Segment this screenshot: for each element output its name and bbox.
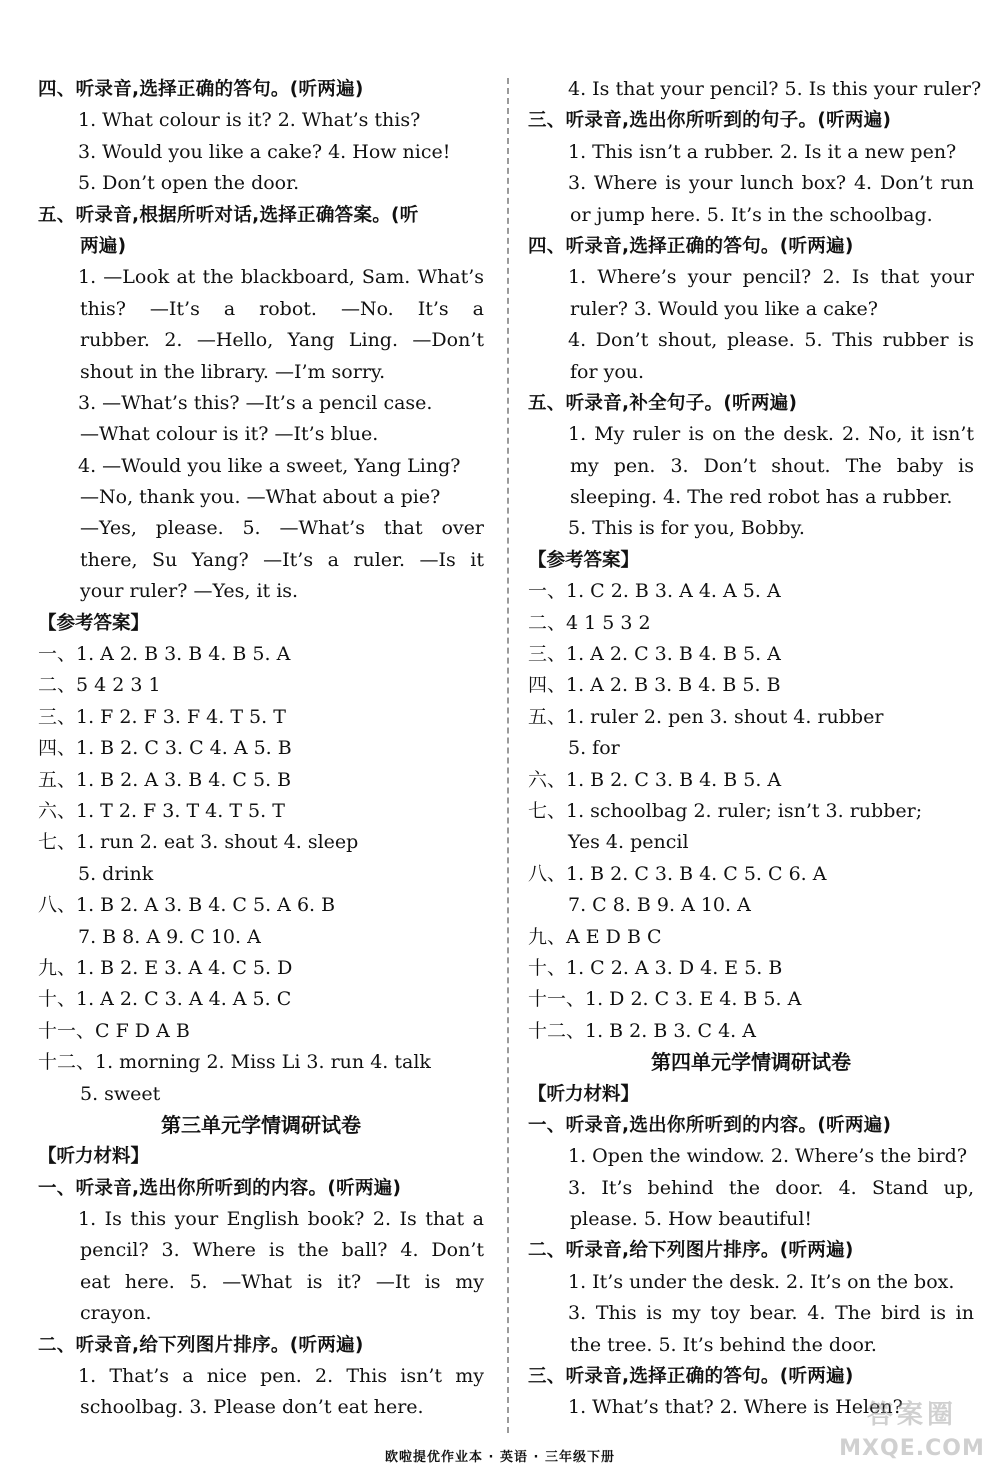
answer-line: 八、1. B 2. C 3. B 4. C 5. C 6. A bbox=[528, 862, 827, 885]
text-line: 7. C 8. B 9. A 10. A bbox=[568, 894, 751, 917]
text-line: 1. What’s that? 2. Where is Helen? bbox=[568, 1396, 903, 1419]
text-line: please. 5. How beautiful! bbox=[570, 1208, 813, 1231]
answer-line: 六、1. B 2. C 3. B 4. B 5. A bbox=[528, 768, 782, 791]
answer-line: 一、1. C 2. B 3. A 4. A 5. A bbox=[528, 580, 781, 603]
answer-line: 五、1. B 2. A 3. B 4. C 5. B bbox=[38, 768, 292, 791]
page-footer: 欧啦提优作业本 · 英语 · 三年级下册 bbox=[385, 1450, 615, 1465]
answer-line: 三、1. F 2. F 3. F 4. T 5. T bbox=[38, 705, 286, 728]
answer-line: 二、4 1 5 3 2 bbox=[528, 611, 651, 634]
section-header: 【听力材料】 bbox=[38, 1146, 150, 1168]
text-line: —What colour is it? —It’s blue. bbox=[80, 423, 379, 446]
answer-line: 六、1. T 2. F 3. T 4. T 5. T bbox=[38, 799, 285, 822]
question-heading: 四、听录音,选择正确的答句。(听两遍) bbox=[38, 79, 364, 100]
question-heading: 二、听录音,给下列图片排序。(听两遍) bbox=[528, 1240, 854, 1262]
answer-line: 十二、1. morning 2. Miss Li 3. run 4. talk bbox=[38, 1051, 431, 1074]
text-line: 7. B 8. A 9. C 10. A bbox=[78, 925, 261, 948]
text-line: this? —It’s a robot. —No. It’s a bbox=[80, 297, 484, 320]
answer-line: 十二、1. B 2. B 3. C 4. A bbox=[528, 1019, 756, 1042]
text-line: 1. It’s under the desk. 2. It’s on the box. bbox=[568, 1270, 955, 1293]
section-header: 【参考答案】 bbox=[528, 549, 640, 571]
text-line: 1. My ruler is on the desk. 2. No, it isn’t bbox=[568, 423, 974, 446]
text-line: 1. —Look at the blackboard, Sam. What’s bbox=[78, 266, 484, 289]
text-line: 1. What colour is it? 2. What’s this? bbox=[78, 109, 421, 132]
answer-line: 四、1. B 2. C 3. C 4. A 5. B bbox=[38, 737, 292, 760]
answer-line: 七、1. run 2. eat 3. shout 4. sleep bbox=[38, 831, 359, 854]
text-line: schoolbag. 3. Please don’t eat here. bbox=[80, 1396, 424, 1419]
text-line: pencil? 3. Where is the ball? 4. Don’t bbox=[80, 1239, 484, 1262]
text-line: 3. This is my toy bear. 4. The bird is in bbox=[568, 1302, 974, 1325]
watermark-bottom: MXQE.COM bbox=[839, 1436, 985, 1461]
text-line: 1. Open the window. 2. Where’s the bird? bbox=[568, 1145, 968, 1168]
question-heading: 一、听录音,选出你所听到的内容。(听两遍) bbox=[38, 1177, 402, 1199]
text-line: 3. Would you like a cake? 4. How nice! bbox=[78, 140, 451, 163]
text-line: 3. —What’s this? —It’s a pencil case. bbox=[78, 391, 433, 414]
column-divider bbox=[507, 78, 509, 1433]
question-heading: 二、听录音,给下列图片排序。(听两遍) bbox=[38, 1334, 364, 1356]
text-line: —Yes, please. 5. —What’s that over bbox=[80, 517, 484, 540]
watermark-top: 答案圈 bbox=[866, 1400, 957, 1430]
left-column bbox=[38, 74, 484, 1424]
text-line: crayon. bbox=[80, 1302, 152, 1325]
text-line: 1. This isn’t a rubber. 2. Is it a new pen? bbox=[568, 140, 957, 163]
answer-line: 一、1. A 2. B 3. B 4. B 5. A bbox=[38, 643, 291, 666]
question-heading: 三、听录音,选择正确的答句。(听两遍) bbox=[528, 1366, 854, 1388]
section-title: 第四单元学情调研试卷 bbox=[651, 1050, 851, 1075]
text-line: 4. Don’t shout, please. 5. This rubber is bbox=[568, 329, 974, 352]
section-header: 【参考答案】 bbox=[38, 612, 150, 634]
section-header: 【听力材料】 bbox=[528, 1083, 640, 1105]
text-line: 5. for bbox=[568, 737, 620, 760]
text-line: sleeping. 4. The red robot has a rubber. bbox=[570, 486, 953, 509]
text-line: there, Su Yang? —It’s a ruler. —Is it bbox=[80, 548, 484, 571]
text-line: 5. Don’t open the door. bbox=[78, 172, 300, 195]
question-heading: 四、听录音,选择正确的答句。(听两遍) bbox=[528, 235, 854, 257]
text-line: 5. sweet bbox=[80, 1082, 161, 1105]
section-title: 第三单元学情调研试卷 bbox=[161, 1112, 361, 1137]
question-heading: 五、听录音,补全句子。(听两遍) bbox=[528, 392, 798, 414]
text-line: the tree. 5. It’s behind the door. bbox=[570, 1333, 877, 1356]
answer-line: 二、5 4 2 3 1 bbox=[38, 674, 161, 697]
text-line: 1. Where’s your pencil? 2. Is that your bbox=[568, 266, 974, 289]
text-line: 5. This is for you, Bobby. bbox=[568, 517, 805, 540]
text-line: for you. bbox=[570, 360, 645, 383]
answer-line: 九、1. B 2. E 3. A 4. C 5. D bbox=[38, 956, 293, 979]
text-line: your ruler? —Yes, it is. bbox=[80, 580, 299, 603]
answer-line: 三、1. A 2. C 3. B 4. B 5. A bbox=[528, 643, 781, 666]
text-line: 1. Is this your English book? 2. Is that a bbox=[78, 1208, 484, 1231]
answer-line: 十、1. A 2. C 3. A 4. A 5. C bbox=[38, 988, 292, 1011]
answer-line: 九、A E D B C bbox=[528, 925, 662, 948]
text-line: 3. It’s behind the door. 4. Stand up, bbox=[568, 1176, 974, 1199]
answer-line: 十一、1. D 2. C 3. E 4. B 5. A bbox=[528, 988, 802, 1011]
question-heading: 三、听录音,选出你所听到的句子。(听两遍) bbox=[528, 110, 892, 132]
text-line: —No, thank you. —What about a pie? bbox=[80, 486, 441, 509]
answer-line: 十、1. C 2. A 3. D 4. E 5. B bbox=[528, 956, 783, 979]
text-line: 4. Is that your pencil? 5. Is this your ruler? bbox=[568, 78, 982, 100]
text-line: or jump here. 5. It’s in the schoolbag. bbox=[570, 203, 933, 226]
question-heading: 五、听录音,根据所听对话,选择正确答案。(听 bbox=[38, 204, 419, 226]
answer-line: 十一、C F D A B bbox=[38, 1019, 190, 1042]
text-line: my pen. 3. Don’t shout. The baby is bbox=[570, 454, 974, 477]
text-line: ruler? 3. Would you like a cake? bbox=[570, 297, 878, 320]
text-line: 4. —Would you like a sweet, Yang Ling? bbox=[78, 454, 461, 477]
text-line: 1. That’s a nice pen. 2. This isn’t my bbox=[78, 1365, 484, 1388]
watermark-logo bbox=[832, 1398, 992, 1461]
answer-line: 八、1. B 2. A 3. B 4. C 5. A 6. B bbox=[38, 894, 336, 917]
right-column bbox=[528, 74, 982, 1424]
answer-line: 七、1. schoolbag 2. ruler; isn’t 3. rubber; bbox=[528, 799, 923, 822]
text-line: 5. drink bbox=[78, 862, 154, 885]
answer-line: 五、1. ruler 2. pen 3. shout 4. rubber bbox=[528, 705, 884, 728]
text-line: rubber. 2. —Hello, Yang Ling. —Don’t bbox=[80, 329, 484, 352]
question-heading: 两遍) bbox=[80, 235, 127, 257]
answer-line: 四、1. A 2. B 3. B 4. B 5. B bbox=[528, 674, 781, 697]
text-line: 3. Where is your lunch box? 4. Don’t run bbox=[568, 172, 974, 195]
text-line: Yes 4. pencil bbox=[568, 831, 689, 854]
text-line: shout in the library. —I’m sorry. bbox=[80, 360, 386, 383]
text-line: eat here. 5. —What is it? —It is my bbox=[80, 1270, 484, 1293]
question-heading: 一、听录音,选出你所听到的内容。(听两遍) bbox=[528, 1114, 892, 1136]
